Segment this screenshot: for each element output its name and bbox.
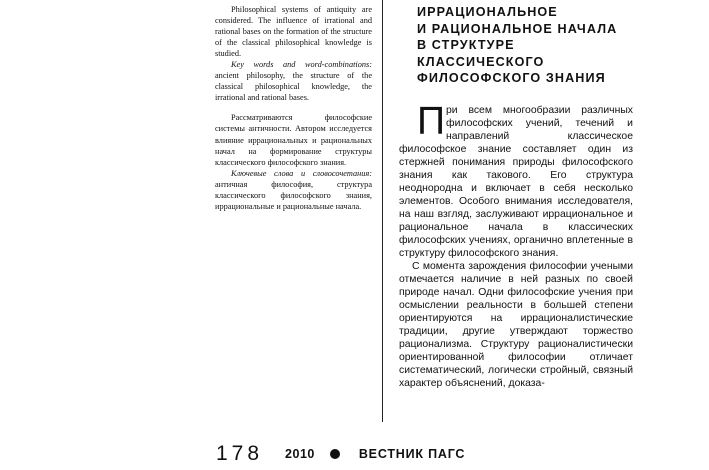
page-footer <box>216 440 465 468</box>
article-column <box>399 4 633 390</box>
abstracts-column <box>215 4 372 212</box>
journal-name: ВЕСТНИК ПАГС <box>358 447 466 461</box>
title-line: КЛАССИЧЕСКОГО <box>417 54 545 69</box>
keywords-ru <box>215 168 372 212</box>
article-paragraph <box>399 99 633 260</box>
article-paragraph: С момента зарождения философии учеными отмечается наличие в ней разных по своей природе начал. Одни философские учения при осмыслении реальности в большей степени ориентируются на иррационалистические традиции, другие утверждают торжество рационализма. Структуру рационалистически ориентированной философии отличает систематический, логически стройный, связный характер объяснений, доказа- <box>399 260 633 389</box>
keywords-ru-label: Ключевые слова и словосочетания: <box>231 168 372 178</box>
abstract-en-text: Philosophical systems of antiquity are considered. The influence of irrational and rational bases on the formation of the structure of the classical philosophical knowledge is studied. <box>215 5 372 59</box>
article-title <box>417 4 633 87</box>
issue-year: 2010 <box>285 447 315 461</box>
keywords-en-label: Key words and word-combinations: <box>231 60 372 70</box>
abstract-english <box>215 4 372 103</box>
page-number: 178 <box>216 442 264 465</box>
article-body <box>399 99 633 390</box>
drop-cap: П <box>417 99 446 143</box>
title-line: ИРРАЦИОНАЛЬНОЕ <box>417 5 558 19</box>
keywords-en-text: ancient philosophy, the structure of the classical philosophical knowledge, the irrational and rational bases. <box>215 71 372 103</box>
paragraph-1-text: ри всем многообразии различных философских учений, течений и направлений классическое философское знание составляет один из стержней понимания природы философского знания как такового. Его структура неоднородна и включает в себя несколько элементов. Особого внимания исследователя, на наш взгляд, заслуживают иррациональное и рациональное начала в классических философских учениях, органично вплетенные в структуру философского знания. <box>399 104 633 259</box>
column-divider <box>382 0 383 422</box>
bullet-dot-icon <box>330 449 340 459</box>
abstract-russian <box>215 112 372 211</box>
keywords-en <box>215 59 372 103</box>
title-line: В СТРУКТУРЕ <box>417 38 515 52</box>
keywords-ru-text: античная философия, структура классического философского знания, иррациональные и рациональные начала. <box>215 179 372 211</box>
title-line: ФИЛОСОФСКОГО ЗНАНИЯ <box>417 71 606 85</box>
abstract-ru-text: Рассматриваются философские системы античности. Автором исследуется влияние иррациональных и рациональных начал на формирование структуры классического философского знания. <box>215 113 372 167</box>
title-line: И РАЦИОНАЛЬНОЕ НАЧАЛА <box>417 21 618 36</box>
